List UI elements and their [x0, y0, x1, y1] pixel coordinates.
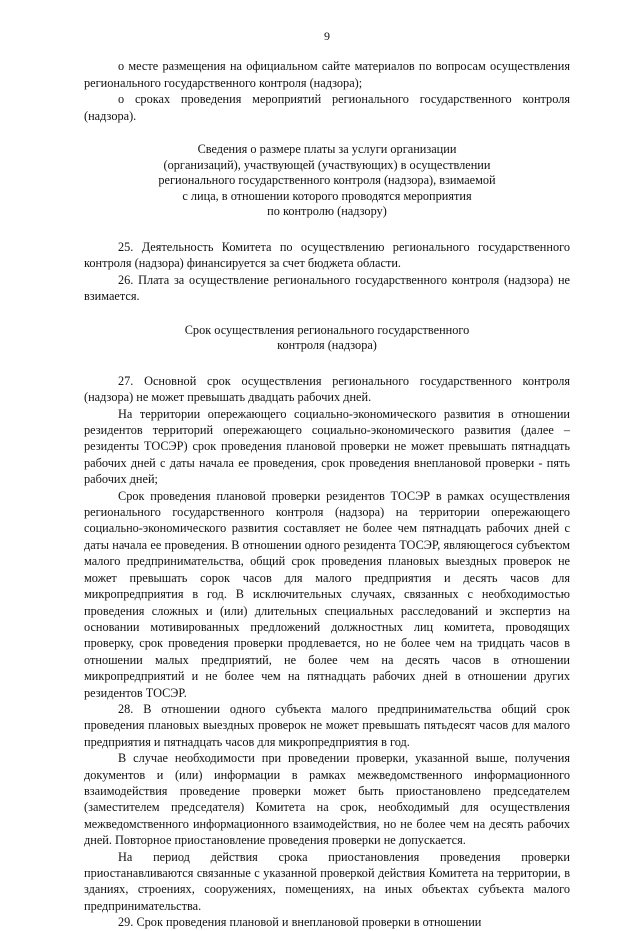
heading-line: с лица, в отношении которого проводятся мероприятия — [182, 188, 472, 203]
heading-line: (организаций), участвующей (участвующих) в осуществлении — [163, 157, 491, 172]
section-heading-fee — [128, 142, 526, 220]
paragraph-intro-1: о месте размещения на официальном сайте материалов по вопросам осуществления регионального государственного контроля (надзора); — [84, 59, 570, 90]
section-heading-term — [128, 323, 526, 354]
heading-line: Сведения о размере платы за услуги организации — [197, 142, 457, 157]
paragraph-28: 28. В отношении одного субъекта малого предпринимательства общий срок проведения плановых выездных проверок не может превышать пятьдесят часов для малого предприятия и пятнадцать часов для микропредприятия в год. — [84, 701, 570, 749]
paragraph-tosr-term: На территории опережающего социально-экономического развития в отношении резидентов территорий опережающего социально-экономического развития (далее – резиденты ТОСЭР) срок проведения плановой проверки не может превышать пятнадцать рабочих дней с даты начала ее проведения, срок проведения внеплановой проверки - пять рабочих дней; — [84, 406, 570, 487]
heading-line: контроля (надзора) — [277, 338, 377, 353]
paragraph-intro-2: о сроках проведения мероприятий регионального государственного контроля (надзора). — [84, 92, 570, 123]
paragraph-suspension-period: На период действия срока приостановления проведения проверки приостанавливаются связанные с указанной проверкой действия Комитета на территории, в зданиях, строениях, сооружениях, помещениях, на иных объектах субъекта малого предпринимательства. — [84, 849, 570, 913]
heading-line: регионального государственного контроля (надзора), взимаемой — [158, 173, 496, 188]
paragraph-tosr-inspection: Срок проведения плановой проверки резидентов ТОСЭР в рамках осуществления регионального государственного контроля (надзора) на территории опережающего социально-экономического развития составляет не более чем пятнадцать рабочих дней с даты начала ее проведения. В отношении одного резидента ТОСЭР, являющегося субъектом малого предпринимательства, общий срок проведения плановых выездных проверок не может превышать сорок часов для малого предприятия и десять часов для микропредприятия в год. В исключительных случаях, связанных с необходимостью проведения сложных и (или) длительных специальных расследований и экспертиз на основании мотивированных предложений должностных лиц комитета, проводящих проверку, срок проведения проверки продлевается, но не более чем на тридцать часов в отношении малых предприятий, не более чем на десять часов в отношении микропредприятий и не более чем на пятнадцать рабочих дней в отношении других резидентов ТОСЭР. — [84, 488, 570, 700]
page-number: 9 — [324, 29, 330, 43]
paragraph-29: 29. Срок проведения плановой и внеплановой проверки в отношении — [118, 915, 482, 930]
paragraph-suspension: В случае необходимости при проведении проверки, указанной выше, получения документов и (или) информации в рамках межведомственного информационного взаимодействия проведение проверки может быть приостановлено председателем (заместителем председателя) Комитета на срок, необходимый для осуществления межведомственного информационного взаимодействия, но не более чем на десять рабочих дней. Повторное приостановление проведения проверки не допускается. — [84, 751, 570, 848]
document-page — [84, 28, 570, 931]
paragraph-26: 26. Плата за осуществление регионального государственного контроля (надзора) не взимается. — [84, 272, 570, 304]
paragraph-27: 27. Основной срок осуществления регионального государственного контроля (надзора) не может превышать двадцать рабочих дней. — [84, 373, 570, 405]
heading-line: Срок осуществления регионального государственного — [184, 322, 470, 337]
paragraph-25: 25. Деятельность Комитета по осуществлению регионального государственного контроля (надзора) финансируется за счет бюджета области. — [84, 240, 570, 271]
heading-line: по контролю (надзору) — [267, 204, 387, 219]
